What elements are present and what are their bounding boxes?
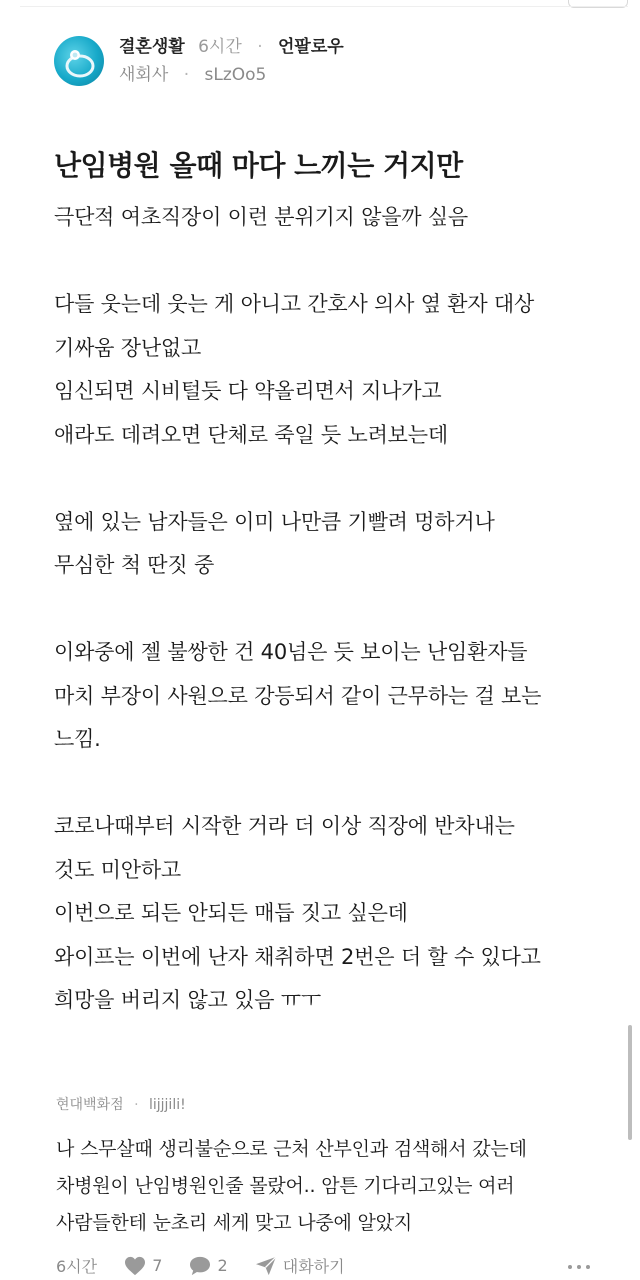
body-gap: [54, 588, 610, 632]
body-line: 것도 미안하고: [54, 857, 181, 882]
board-avatar[interactable]: [54, 36, 104, 86]
body-line: 임신되면 시비털듯 다 약올리면서 지나가고: [54, 379, 442, 403]
body-line: 와이프는 이번에 난자 채취하면 2번은 더 할 수 있다고: [54, 944, 541, 969]
comment: [56, 1095, 620, 1242]
chat-label: 대화하기: [282, 1257, 345, 1276]
body-gap: [54, 762, 610, 806]
body-line: 느낌.: [54, 727, 101, 751]
comment-meta: [56, 1095, 620, 1115]
reply-button[interactable]: [189, 1256, 227, 1276]
body-line: 애라도 데려오면 단체로 죽일 듯 노려보는데: [54, 422, 448, 447]
body-line: 희망을 버리지 않고 있음 ㅠㅜ: [54, 988, 321, 1012]
post-title: 난임병원 올때 마다 느끼는 거지만: [54, 149, 463, 182]
author-id[interactable]: sLzOo5: [204, 65, 267, 85]
comment-footer: [56, 1254, 620, 1280]
separator: ·: [257, 37, 263, 57]
like-button[interactable]: [124, 1256, 162, 1276]
separator: ·: [183, 65, 190, 85]
body-line: 기싸움 장난없고: [54, 335, 202, 360]
comment-line: 사람들한테 눈초리 세게 맞고 나중에 알았지: [56, 1212, 412, 1234]
board-name[interactable]: 결혼생활: [119, 37, 185, 57]
separator: ·: [134, 1097, 139, 1113]
post-time: 6시간: [198, 37, 242, 57]
body-line: 마치 부장이 사원으로 강등되서 같이 근무하는 걸 보는: [54, 683, 542, 708]
body-line: 이번으로 되든 안되든 매듭 짓고 싶은데: [54, 901, 408, 925]
body-line: 다들 웃는데 웃는 게 아니고 간호사 의사 옆 환자 대상: [54, 292, 535, 316]
comment-time: [56, 1254, 97, 1277]
body-gap: [54, 457, 610, 501]
chat-button[interactable]: [255, 1254, 345, 1277]
body-line: 극단적 여초직장이 이런 분위기지 않을까 싶음: [54, 205, 469, 229]
more-options-icon[interactable]: [568, 1254, 590, 1280]
body-gap: [54, 240, 610, 284]
heart-icon: [124, 1256, 146, 1276]
comment-text: [56, 1131, 620, 1242]
post-body: [54, 196, 610, 1023]
body-line: 이와중에 젤 불쌍한 건 40넘은 듯 보이는 난임환자들: [54, 640, 528, 664]
author-company[interactable]: 새회사: [119, 65, 169, 85]
ring-icon: [54, 36, 104, 86]
divider: [20, 6, 628, 7]
like-count: 7: [152, 1256, 163, 1275]
comment-line: 나 스무살때 생리불순으로 근처 산부인과 검색해서 갔는데: [56, 1138, 527, 1160]
post-header: [54, 36, 620, 90]
unfollow-button[interactable]: 언팔로우: [278, 37, 344, 57]
comment-time-text: 6시간: [56, 1257, 98, 1276]
comment-author-id[interactable]: lijjjili!: [148, 1097, 186, 1113]
body-line: 무심한 척 딴짓 중: [54, 553, 215, 577]
comment-line: 차병원이 난임병원인줄 몰랐어.. 암튼 기다리고있는 여러: [56, 1175, 515, 1197]
speech-bubble-icon: [189, 1256, 211, 1276]
body-line: 옆에 있는 남자들은 이미 나만큼 기빨려 멍하거나: [54, 509, 495, 534]
send-icon: [255, 1256, 277, 1276]
reply-count: 2: [217, 1256, 228, 1275]
comment-company[interactable]: 현대백화점: [56, 1097, 124, 1113]
scrollbar[interactable]: [628, 1025, 632, 1140]
body-line: 코로나때부터 시작한 거라 더 이상 직장에 반차내는: [54, 814, 515, 838]
